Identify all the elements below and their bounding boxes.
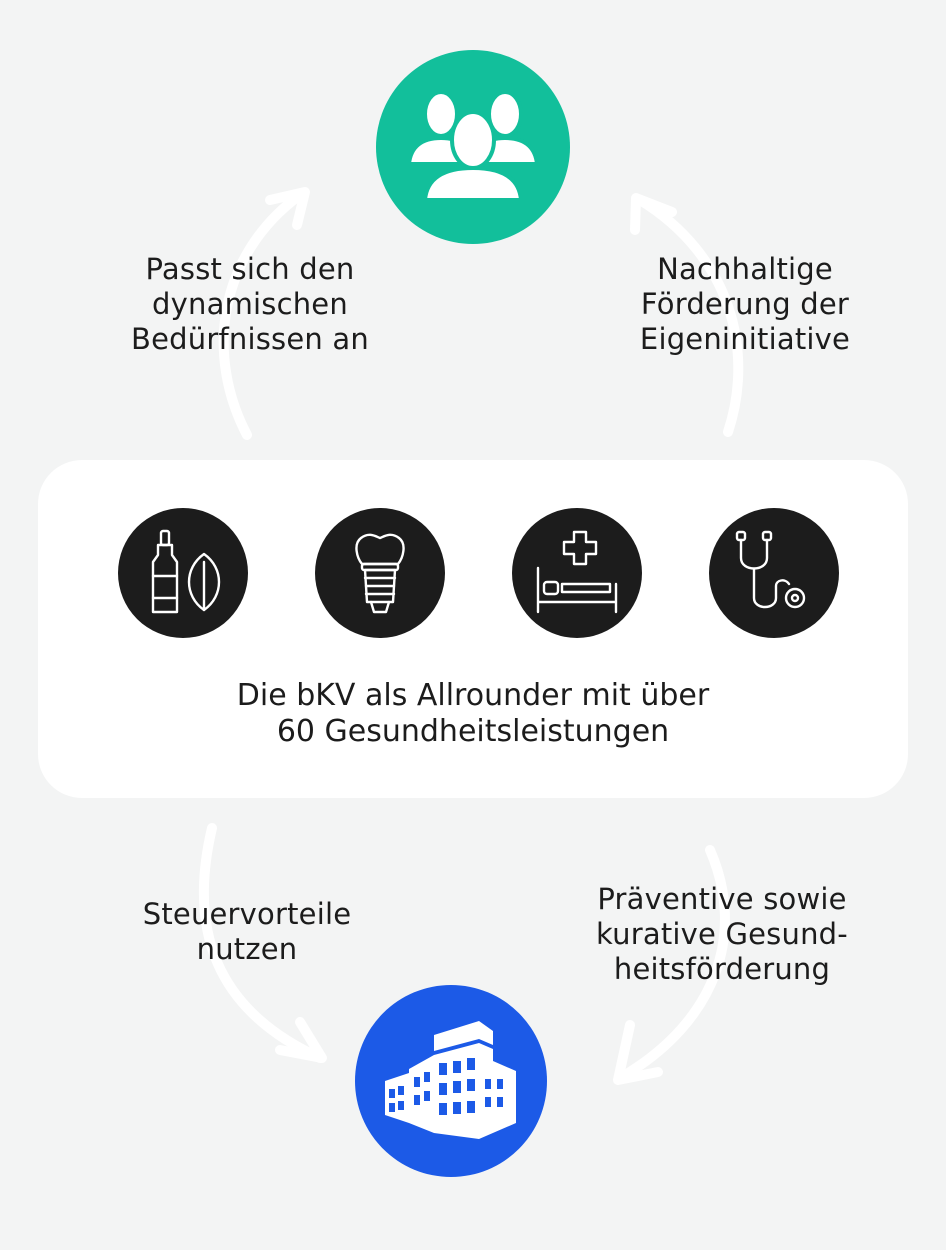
team-icon — [403, 82, 543, 212]
benefit-label-prevention: Präventive sowie kurative Gesund- heitsförderung — [596, 882, 848, 986]
benefit-label-tax: Steuervorteile nutzen — [142, 897, 352, 966]
dental-implant-icon — [335, 528, 425, 618]
naturopathy-icon — [138, 528, 228, 618]
team-node — [376, 50, 570, 244]
service-hospital — [512, 508, 642, 638]
office-building-icon — [381, 1011, 521, 1151]
company-node — [355, 985, 547, 1177]
service-naturopathy — [118, 508, 248, 638]
hospital-bed-icon — [532, 528, 622, 618]
service-medical-checkup — [709, 508, 839, 638]
panel-headline: Die bKV als Allrounder mit über 60 Gesundheitsleistungen — [236, 678, 710, 749]
services-panel — [38, 460, 908, 798]
benefit-label-initiative: Nachhaltige Förderung der Eigeninitiative — [639, 252, 851, 356]
service-dental — [315, 508, 445, 638]
benefit-label-adaptive: Passt sich den dynamischen Bedürfnissen an — [131, 252, 369, 356]
stethoscope-icon — [729, 528, 819, 618]
